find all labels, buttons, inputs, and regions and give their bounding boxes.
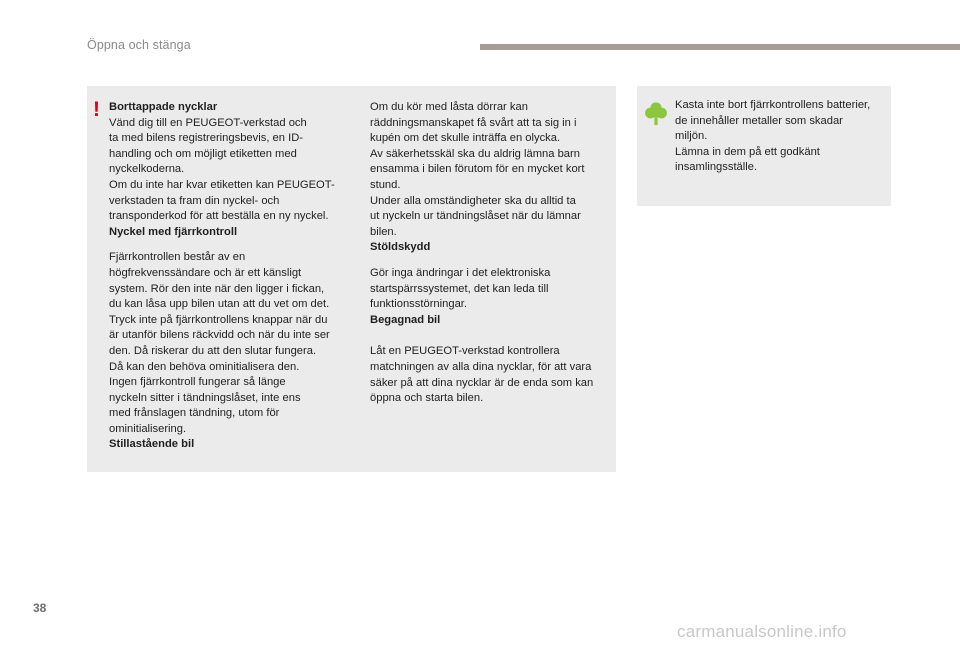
locked-doors-text: Om du kör med låsta dörrar kan räddningsmanskapet få svårt att ta sig in i kupén om det skulle inträffa en olycka. Av säkerhetsskäl ska du aldrig lämna barn ensamma i bilen förutom för en mycket kort stund. Under alla omständigheter ska du alltid ta ut nyckeln ur tändningslåset när du lämnar bilen. <box>370 101 585 238</box>
lost-keys-heading: Borttappade nycklar <box>109 101 218 113</box>
text-column-1 <box>109 100 357 453</box>
battery-disposal-text: Kasta inte bort fjärrkontrollens batterier, de innehåller metaller som skadar miljön. Lämna in dem på ett godkänt insamlingsställe. <box>675 99 871 174</box>
watermark: carmanualsonline.info <box>677 622 847 641</box>
page-number: 38 <box>33 601 47 615</box>
page-header-title: Öppna och stänga <box>87 38 191 52</box>
remote-key-text: Fjärrkontrollen består av en högfrekvenssändare och är ett känsligt system. Rör den inte när den ligger i fickan, du kan låsa upp bilen utan att du vet om det. Tryck inte på fjärrkontrollens knappar när du är utanför bilens räckvidd och när du inte ser den. Då riskerar du att den slutar fungera. Då kan den behöva ominitialisera den. Ingen fjärrkontroll fungerar så länge nyckeln sitter i tändningslåset, inte ens med frånslagen tändning, utom för ominitialisering. <box>109 251 330 435</box>
remote-key-heading: Nyckel med fjärrkontroll <box>109 225 238 238</box>
parked-vehicle-heading: Stillastående bil <box>109 438 195 451</box>
tree-icon <box>644 101 668 125</box>
text-column-environment <box>675 98 887 176</box>
anti-theft-heading: Stöldskydd <box>370 241 431 254</box>
warning-icon: ! <box>93 98 100 121</box>
header-rule <box>480 44 960 50</box>
text-column-2 <box>370 100 610 407</box>
lost-keys-text: Vänd dig till en PEUGEOT-verkstad och ta med bilens registreringsbevis, en ID- handling och om möjligt etiketten med nyckelkoderna. Om du inte har kvar etiketten kan PEUGEOT- verkstaden ta fram din nyckel- och transponderkod för att beställa en ny nyckel. <box>109 116 335 223</box>
anti-theft-text: Gör inga ändringar i det elektroniska startspärrssystemet, det kan leda till funktionsstörningar. <box>370 266 551 311</box>
used-vehicle-text: Låt en PEUGEOT-verkstad kontrollera matchningen av alla dina nycklar, för att vara säker på att dina nycklar är de enda som kan öppna och starta bilen. <box>370 345 594 405</box>
used-vehicle-heading: Begagnad bil <box>370 313 441 326</box>
